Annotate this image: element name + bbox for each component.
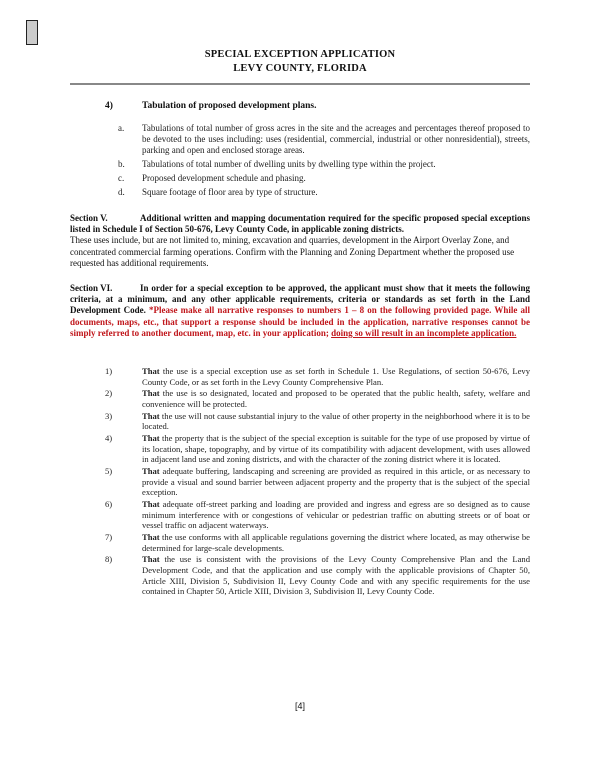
criteria-item — [105, 433, 530, 465]
criteria-body: the use is so designated, located and proposed to be operated that the public health, safety, welfare and convenience will be protected. — [142, 388, 530, 409]
list-item-text: Square footage of floor area by type of structure. — [142, 186, 318, 197]
section-5-text: These uses include, but are not limited to, mining, excavation and quarries, development in the Airport Overlay Zone, and concentrated commercial farming operations. Confirm with the Planning and Zoning Department whether the proposed use requested has additional requirements. — [70, 235, 515, 268]
header-subtitle: LEVY COUNTY, FLORIDA — [233, 63, 367, 74]
corner-checkbox — [26, 20, 38, 45]
document-header — [0, 48, 600, 76]
criteria-text — [142, 388, 530, 409]
criteria-text — [142, 466, 530, 498]
list-item-label: c. — [118, 172, 125, 183]
criteria-lead: That — [142, 388, 160, 399]
criteria-text — [142, 411, 530, 432]
criteria-list — [105, 366, 530, 598]
criteria-lead: That — [142, 410, 160, 421]
list-item-label: a. — [118, 123, 125, 133]
criteria-body: the property that is the subject of the special exception is suitable for the type of use proposed by virtue of its location, shape, topography, and by virtue of its compatibility with adjacent development, with uses allowed in adjacent land use and zoning districts, and with the character of the zoning district where it is located. — [142, 433, 531, 465]
criteria-number: 8) — [105, 554, 113, 565]
list-item-label: b. — [118, 159, 125, 170]
criteria-lead: That — [142, 466, 160, 477]
criteria-item — [105, 532, 530, 553]
criteria-text — [142, 554, 530, 596]
criteria-number: 4) — [105, 433, 113, 444]
criteria-text — [142, 499, 530, 531]
criteria-item — [105, 466, 530, 498]
criteria-lead: That — [142, 499, 160, 510]
criteria-item — [105, 554, 530, 596]
criteria-body: adequate buffering, landscaping and screening are provided as required in this article, or as necessary to provide a visual and sound barrier between adjacent property and the property that is the subject of the special exception. — [142, 466, 530, 498]
criteria-item — [105, 366, 530, 387]
criteria-text — [142, 433, 530, 465]
criteria-item — [105, 411, 530, 432]
list-item-text: Tabulations of total number of dwelling units by dwelling type within the project. — [142, 159, 436, 170]
criteria-number: 6) — [105, 499, 113, 510]
criteria-item — [105, 388, 530, 409]
criteria-lead: That — [142, 433, 160, 444]
criteria-number: 3) — [105, 410, 113, 421]
criteria-number: 5) — [105, 466, 113, 477]
section-6-incomplete-warning: doing so will result in an incomplete application. — [331, 327, 517, 338]
section-5-heading — [70, 213, 530, 235]
section-6 — [70, 283, 530, 339]
section-4-heading — [105, 101, 316, 111]
section-5 — [70, 213, 530, 269]
criteria-body: the use is a special exception use as set forth in Schedule 1. Use Regulations, of section 50-676, Levy County Code, or as set forth in the Levy County Comprehensive Plan. — [142, 366, 530, 387]
section-6-label: Section VI. — [70, 283, 113, 293]
criteria-lead: That — [142, 532, 160, 543]
criteria-text — [142, 532, 530, 553]
criteria-body: the use will not cause substantial injury to the value of other property in the neighborhood where it is to be located. — [142, 410, 530, 432]
criteria-item — [105, 499, 530, 531]
section-6-red-notice: *Please make all narrative responses to numbers 1 – 8 on the following provided page. While all documents, maps, etc., that support a response should be included in the application, narrative responses cannot be simply referred to another document, map, etc. in your application; — [70, 305, 530, 338]
criteria-body: the use conforms with all applicable regulations governing the district where located, as may otherwise be determined for large-scale developments. — [142, 532, 530, 553]
list-item — [118, 187, 530, 198]
header-title: SPECIAL EXCEPTION APPLICATION — [204, 49, 396, 60]
section-6-bold-text: In order for a special exception to be approved, the applicant must show that it meets the following criteria, at a minimum, and any other applicable requirements, criteria or standards as set forth in the Land Development Code. — [70, 283, 530, 316]
criteria-body: the use is consistent with the provisions of the Levy County Comprehensive Plan and the Land Development Code, and that the application and use comply with the applicable provisions of Chapter 50, Article XIII, Division 5, Subdivision II, Levy County Code and with any specific requirements for the use contained in Chapter 50, Article XIII, Division 3, Subdivision II, Levy County Code. — [142, 554, 530, 597]
criteria-text — [142, 366, 530, 387]
section-5-label: Section V. — [70, 213, 108, 223]
page-number: [4] — [294, 701, 305, 711]
criteria-number: 7) — [105, 532, 113, 543]
criteria-number: 1) — [105, 366, 113, 376]
section-4-title: Tabulation of proposed development plans. — [142, 101, 317, 111]
section-4-number: 4) — [105, 101, 113, 111]
list-item-text: Proposed development schedule and phasing. — [142, 172, 306, 183]
list-item-label: d. — [118, 186, 125, 197]
section-4-list — [118, 123, 530, 200]
list-item — [118, 173, 530, 184]
list-item-text: Tabulations of total number of gross acres in the site and the acreages and percentages thereof proposed to be devoted to the uses including: uses (residential, commercial, industrial or other nonresidential), streets, parking and open and enclosed storage areas. — [142, 123, 530, 156]
section-5-bold-text: Additional written and mapping documentation required for the specific proposed special exceptions listed in Schedule I of Section 50-676, Levy County Code, in applicable zoning districts. — [70, 213, 530, 235]
criteria-lead: That — [142, 554, 160, 565]
header-divider — [70, 83, 530, 85]
criteria-lead: That — [142, 366, 160, 376]
list-item — [118, 159, 530, 170]
list-item — [118, 123, 530, 157]
criteria-body: adequate off-street parking and loading are provided and ingress and egress are so designed as to cause minimum interference with or congestions of vehicular or pedestrian traffic on abutting streets or of boat or vessel traffic on adjacent waterways. — [142, 499, 530, 531]
criteria-number: 2) — [105, 388, 113, 399]
